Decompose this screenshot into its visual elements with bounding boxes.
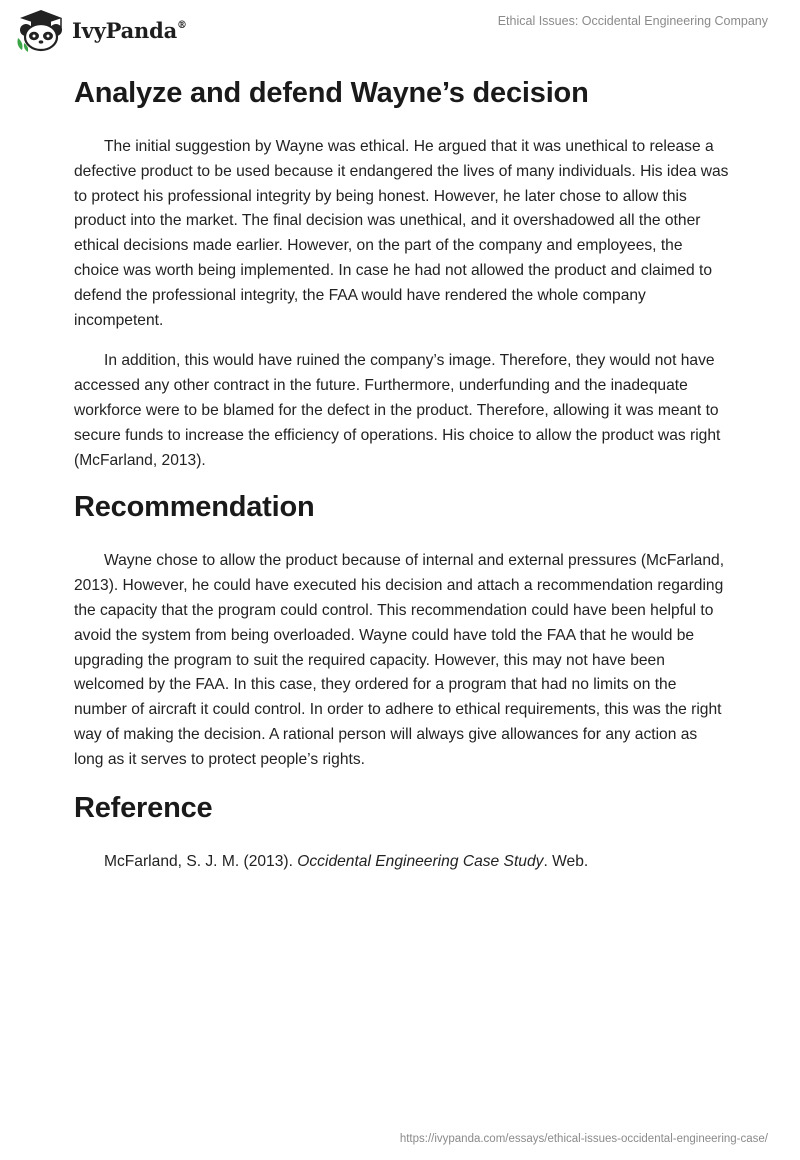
panda-graduate-icon [14,8,68,52]
source-url[interactable]: https://ivypanda.com/essays/ethical-issues-occidental-engineering-case/ [399,1133,768,1145]
section-title-analysis: Analyze and defend Wayne’s decision [74,77,589,109]
essay-content [74,72,730,874]
paragraph: The initial suggestion by Wayne was ethical. He argued that it was unethical to release a defective product to be used because it endangered the lives of many individuals. His idea was to protect his professional integrity by being honest. However, he later chose to allow this product into the market. The final decision was unethical, and it overshadowed all the other ethical decisions made earlier. However, on the part of the company and employees, the choice was worth being implemented. In case he had not allowed the product and claimed to defend the professional integrity, the FAA would have rendered the whole company incompetent. [74,138,729,329]
brand-name: IvyPanda® [72,17,187,43]
paragraph: Wayne chose to allow the product because of internal and external pressures (McFarland, 2013). However, he could have executed his decision and attach a recommendation regarding the capacity that the program could control. This recommendation could have been helpful to avoid the system from being overloaded. Wayne could have told the FAA that he would be upgrading the program to suit the required capacity. However, this may not have been welcomed by the FAA. In this case, they ordered for a program that had no limits on the number of aircraft it could control. In order to adhere to ethical requirements, this was the right way of making the decision. A rational person will always give allowances for any action as long as it serves to protect people’s rights. [74,552,725,768]
running-title: Ethical Issues: Occidental Engineering Company [497,14,768,28]
reference-entry: McFarland, S. J. M. (2013). Occidental Engineering Case Study. Web. [104,852,589,870]
page-header [0,0,800,70]
ivypanda-logo[interactable] [14,8,187,52]
paragraph: In addition, this would have ruined the company’s image. Therefore, they would not have accessed any other contract in the future. Furthermore, underfunding and the inadequate workforce were to be blamed for the defect in the product. Therefore, allowing it was meant to secure funds to increase the efficiency of operations. His choice to allow the product was right (McFarland, 2013). [74,352,721,469]
section-title-recommendation: Recommendation [74,491,315,524]
section-title-reference: Reference [74,791,213,824]
reference-title: Occidental Engineering Case Study [297,852,544,870]
